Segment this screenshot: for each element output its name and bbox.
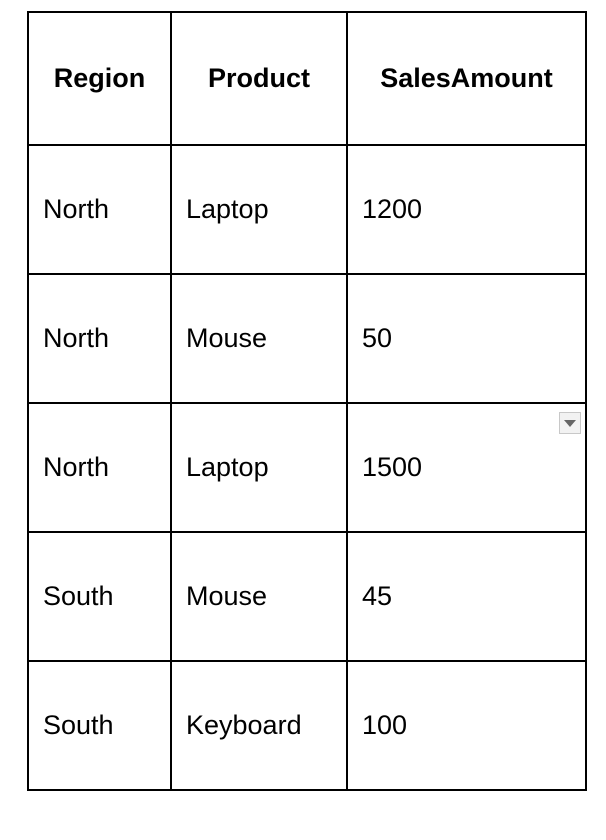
cell-product[interactable]: Laptop <box>171 403 347 532</box>
table-row <box>28 274 586 403</box>
cell-sales-amount[interactable]: 100 <box>347 661 586 790</box>
cell-product[interactable]: Keyboard <box>171 661 347 790</box>
header-row <box>28 12 586 145</box>
cell-product[interactable]: Mouse <box>171 532 347 661</box>
sales-table <box>27 11 587 791</box>
cell-region[interactable]: South <box>28 532 171 661</box>
cell-sales-amount-selected[interactable] <box>347 403 586 532</box>
cell-sales-amount[interactable]: 45 <box>347 532 586 661</box>
cell-region[interactable]: South <box>28 661 171 790</box>
header-region[interactable]: Region <box>28 12 171 145</box>
cell-product[interactable]: Mouse <box>171 274 347 403</box>
cell-product[interactable]: Laptop <box>171 145 347 274</box>
table-row <box>28 661 586 790</box>
table-row <box>28 403 586 532</box>
cell-sales-amount[interactable]: 1200 <box>347 145 586 274</box>
table-row <box>28 532 586 661</box>
header-sales-amount[interactable]: SalesAmount <box>347 12 586 145</box>
cell-sales-amount-value: 1500 <box>362 452 423 482</box>
cell-region[interactable]: North <box>28 274 171 403</box>
table-body <box>28 145 586 790</box>
table-row <box>28 145 586 274</box>
cell-region[interactable]: North <box>28 403 171 532</box>
cell-sales-amount[interactable]: 50 <box>347 274 586 403</box>
header-product[interactable]: Product <box>171 12 347 145</box>
table-header <box>28 12 586 145</box>
cell-region[interactable]: North <box>28 145 171 274</box>
chevron-down-icon[interactable] <box>559 412 581 434</box>
